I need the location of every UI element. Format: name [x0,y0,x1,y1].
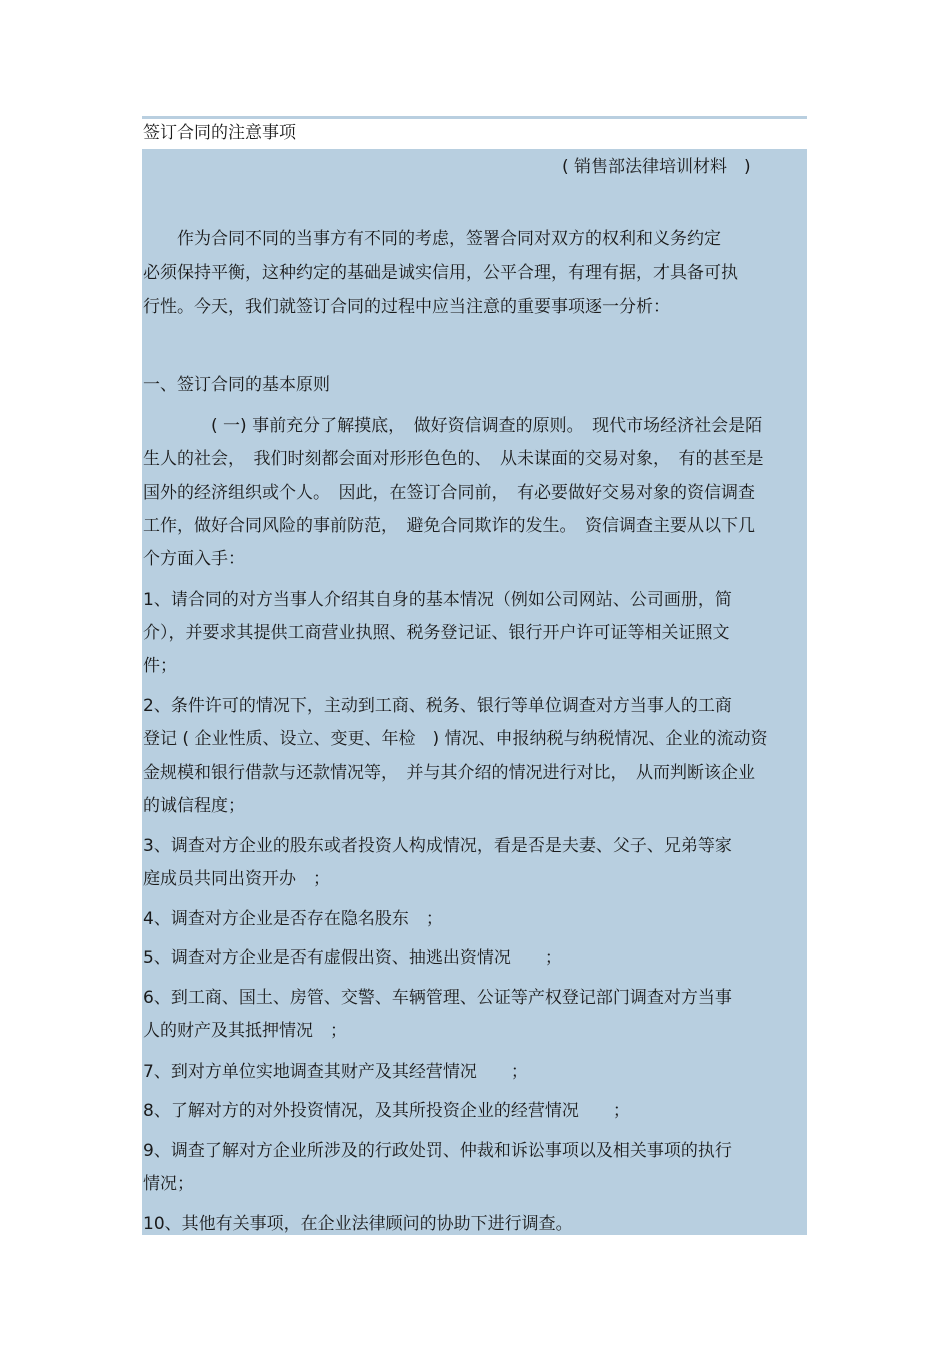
list-item-line: 庭成员共同出资开办 ； [143,869,330,889]
list-item-line: 8、了解对方的对外投资情况，及其所投资企业的经营情况 ； [143,1101,630,1121]
list-item-line: 10、其他有关事项，在企业法律顾问的协助下进行调查。 [143,1214,573,1234]
list-item-line: 2、条件许可的情况下，主动到工商、税务、银行等单位调查对方当事人的工商 [143,696,732,716]
intro-line: 行性。今天，我们就签订合同的过程中应当注意的重要事项逐一分析： [143,297,670,317]
principle-line: ( 一) 事前充分了解摸底， 做好资信调查的原则。 现代市场经济社会是陌 [143,416,763,436]
section-heading: 一、签订合同的基本原则 [143,375,330,395]
list-item-line: 9、调查了解对方企业所涉及的行政处罚、仲裁和诉讼事项以及相关事项的执行 [143,1141,732,1161]
list-item-line: 4、调查对方企业是否存在隐名股东 ； [143,909,443,929]
principle-line: 国外的经济组织或个人。 因此，在签订合同前， 有必要做好交易对象的资信调查 [143,483,755,503]
intro-line: 必须保持平衡，这种约定的基础是诚实信用，公平合理，有理有据，才具备可执 [143,263,738,283]
list-item-line: 登记 ( 企业性质、设立、变更、年检 ) 情况、申报纳税与纳税情况、企业的流动资 [143,729,768,749]
principle-line: 生人的社会， 我们时刻都会面对形形色色的、 从未谋面的交易对象， 有的甚至是 [143,449,764,469]
list-item-line: 5、调查对方企业是否有虚假出资、抽逃出资情况 ； [143,948,562,968]
top-rule [142,116,807,119]
intro-line: 作为合同不同的当事方有不同的考虑，签署合同对双方的权利和义务约定 [143,229,721,249]
list-item-line: 1、请合同的对方当事人介绍其自身的基本情况（例如公司网站、公司画册，简 [143,590,732,610]
list-item-line: 6、到工商、国土、房管、交警、车辆管理、公证等产权登记部门调查对方当事 [143,988,732,1008]
list-item-line: 3、调查对方企业的股东或者投资人构成情况，看是否是夫妻、父子、兄弟等家 [143,836,732,856]
list-item-line: 金规模和银行借款与还款情况等， 并与其介绍的情况进行对比， 从而判断该企业 [143,763,755,783]
list-item-line: 人的财产及其抵押情况 ； [143,1021,347,1041]
document-title: 签订合同的注意事项 [143,123,296,143]
document-subtitle: ( 销售部法律培训材料 ) [562,157,751,177]
list-item-line: 情况； [143,1174,194,1194]
list-item-line: 介），并要求其提供工商营业执照、税务登记证、银行开户许可证等相关证照文 [143,623,730,643]
list-item-line: 7、到对方单位实地调查其财产及其经营情况 ； [143,1062,528,1082]
principle-line: 工作，做好合同风险的事前防范， 避免合同欺诈的发生。 资信调查主要从以下几 [143,516,755,536]
principle-line: 个方面入手： [143,549,245,569]
list-item-line: 件； [143,656,177,676]
list-item-line: 的诚信程度； [143,796,245,816]
